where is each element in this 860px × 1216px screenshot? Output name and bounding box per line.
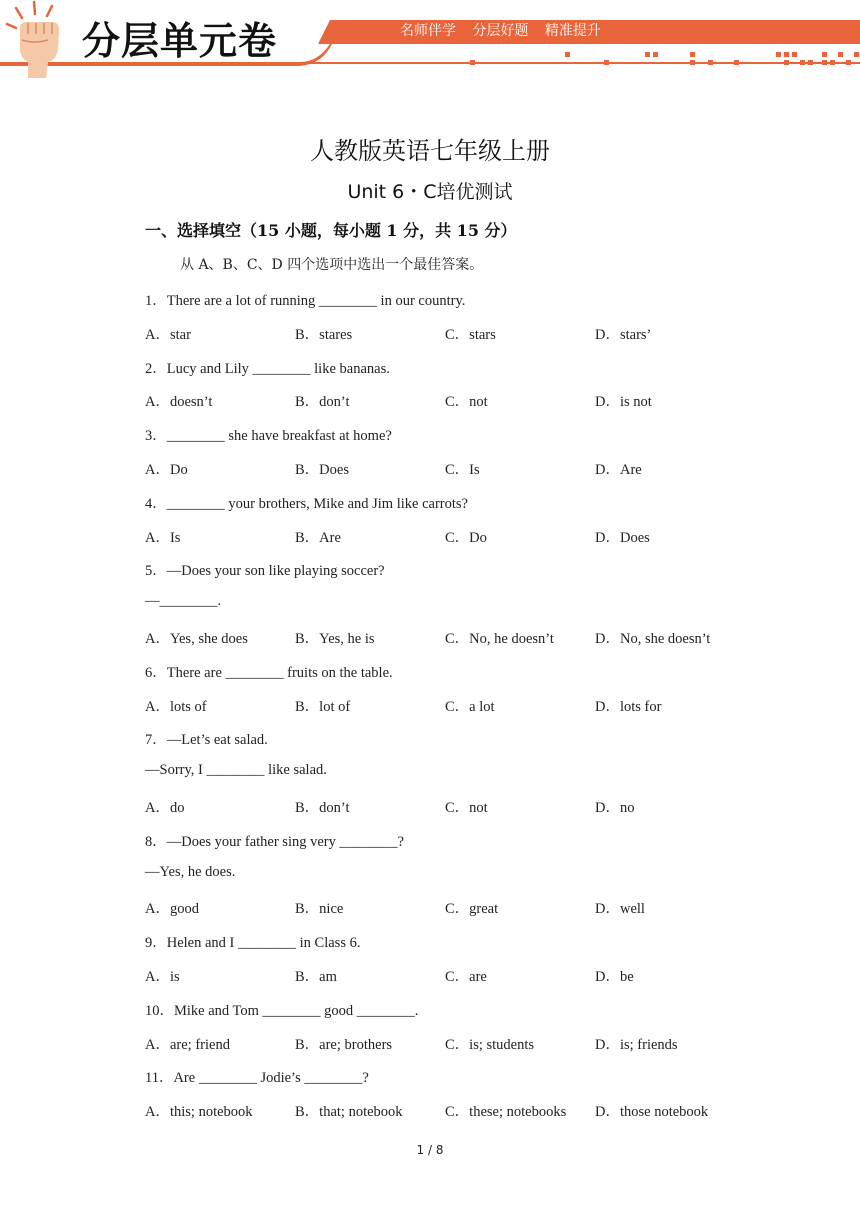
- page-subtitle: Unit 6・C培优测试: [347, 181, 513, 203]
- option-c: C．is; students: [445, 1036, 535, 1053]
- option-b: B．Are: [295, 529, 341, 546]
- option-c: C．great: [445, 901, 499, 918]
- question-stem: 7．—Let’s eat salad.: [145, 732, 268, 749]
- option-d: D．stars’: [595, 326, 652, 343]
- question-dialogue-line: —Yes, he does.: [145, 863, 236, 880]
- option-a: A．Yes, she does: [145, 631, 248, 647]
- question-dialogue-line: —Sorry, I ________ like salad.: [145, 762, 327, 779]
- question-stem: 9．Helen and I ________ in Class 6.: [145, 935, 361, 952]
- question-stem: 1．There are a lot of running ________ in our country.: [145, 293, 466, 309]
- option-b: B．are; brothers: [295, 1036, 393, 1053]
- question-stem: 5．—Does your son like playing soccer?: [145, 563, 385, 580]
- option-d: D．no: [595, 800, 635, 816]
- option-d: D．is; friends: [595, 1036, 678, 1053]
- option-c: C．Is: [445, 462, 480, 478]
- question-stem: 4．________ your brothers, Mike and Jim like carrots?: [145, 495, 468, 512]
- option-d: D．is not: [595, 394, 652, 411]
- option-b: B．nice: [295, 901, 344, 918]
- fist-icon: [4, 0, 74, 80]
- question-stem: 6．There are ________ fruits on the table.: [145, 664, 393, 681]
- option-d: D．lots for: [595, 698, 662, 715]
- option-a: A．is: [145, 969, 180, 985]
- option-c: C．stars: [445, 326, 496, 343]
- question-dialogue-line: —________.: [145, 593, 222, 610]
- option-d: D．No, she doesn’t: [595, 631, 711, 647]
- option-c: C．a lot: [445, 698, 495, 715]
- option-b: B．that; notebook: [295, 1104, 403, 1121]
- question-stem: 3．________ she have breakfast at home?: [145, 428, 392, 445]
- option-a: A．star: [145, 326, 191, 343]
- option-a: A．good: [145, 901, 199, 918]
- brand-slogan: 名师伴学 分层好题 精准提升: [400, 23, 601, 39]
- option-c: C．not: [445, 394, 488, 411]
- option-d: D．those notebook: [595, 1104, 709, 1121]
- option-a: A．are; friend: [145, 1036, 230, 1053]
- brand-title: 分层单元卷: [82, 19, 278, 63]
- option-c: C．not: [445, 800, 488, 816]
- option-c: C．Do: [445, 529, 487, 546]
- question-stem: 8．—Does your father sing very ________?: [145, 833, 404, 850]
- option-a: A．lots of: [145, 698, 207, 715]
- option-a: A．this; notebook: [145, 1104, 253, 1121]
- option-d: D．well: [595, 901, 645, 918]
- option-b: B．Does: [295, 462, 349, 478]
- option-c: C．these; notebooks: [445, 1104, 567, 1121]
- option-d: D．Are: [595, 462, 642, 478]
- question-stem: 11．Are ________ Jodie’s ________?: [145, 1070, 369, 1087]
- option-d: D．be: [595, 969, 634, 985]
- option-b: B．Yes, he is: [295, 631, 375, 647]
- option-b: B．stares: [295, 326, 353, 343]
- question-stem: 10．Mike and Tom ________ good ________.: [145, 1002, 419, 1019]
- section-instruction: 从 A、B、C、D 四个选项中选出一个最佳答案。: [180, 257, 484, 273]
- option-a: A．Do: [145, 462, 188, 478]
- section-title: 一、选择填空（15 小题，每小题 1 分，共 15 分）: [145, 221, 517, 240]
- option-b: B．am: [295, 969, 337, 985]
- option-a: A．Is: [145, 529, 181, 546]
- option-a: A．do: [145, 800, 185, 816]
- option-c: C．are: [445, 969, 487, 985]
- page-number: 1 / 8: [416, 1143, 444, 1157]
- option-d: D．Does: [595, 529, 650, 546]
- option-b: B．lot of: [295, 698, 351, 715]
- question-stem: 2．Lucy and Lily ________ like bananas.: [145, 360, 390, 377]
- option-a: A．doesn’t: [145, 394, 213, 411]
- page-title: 人教版英语七年级上册: [310, 137, 550, 165]
- option-b: B．don’t: [295, 394, 350, 411]
- header-banner: [0, 0, 860, 80]
- option-c: C．No, he doesn’t: [445, 631, 554, 647]
- option-b: B．don’t: [295, 800, 350, 816]
